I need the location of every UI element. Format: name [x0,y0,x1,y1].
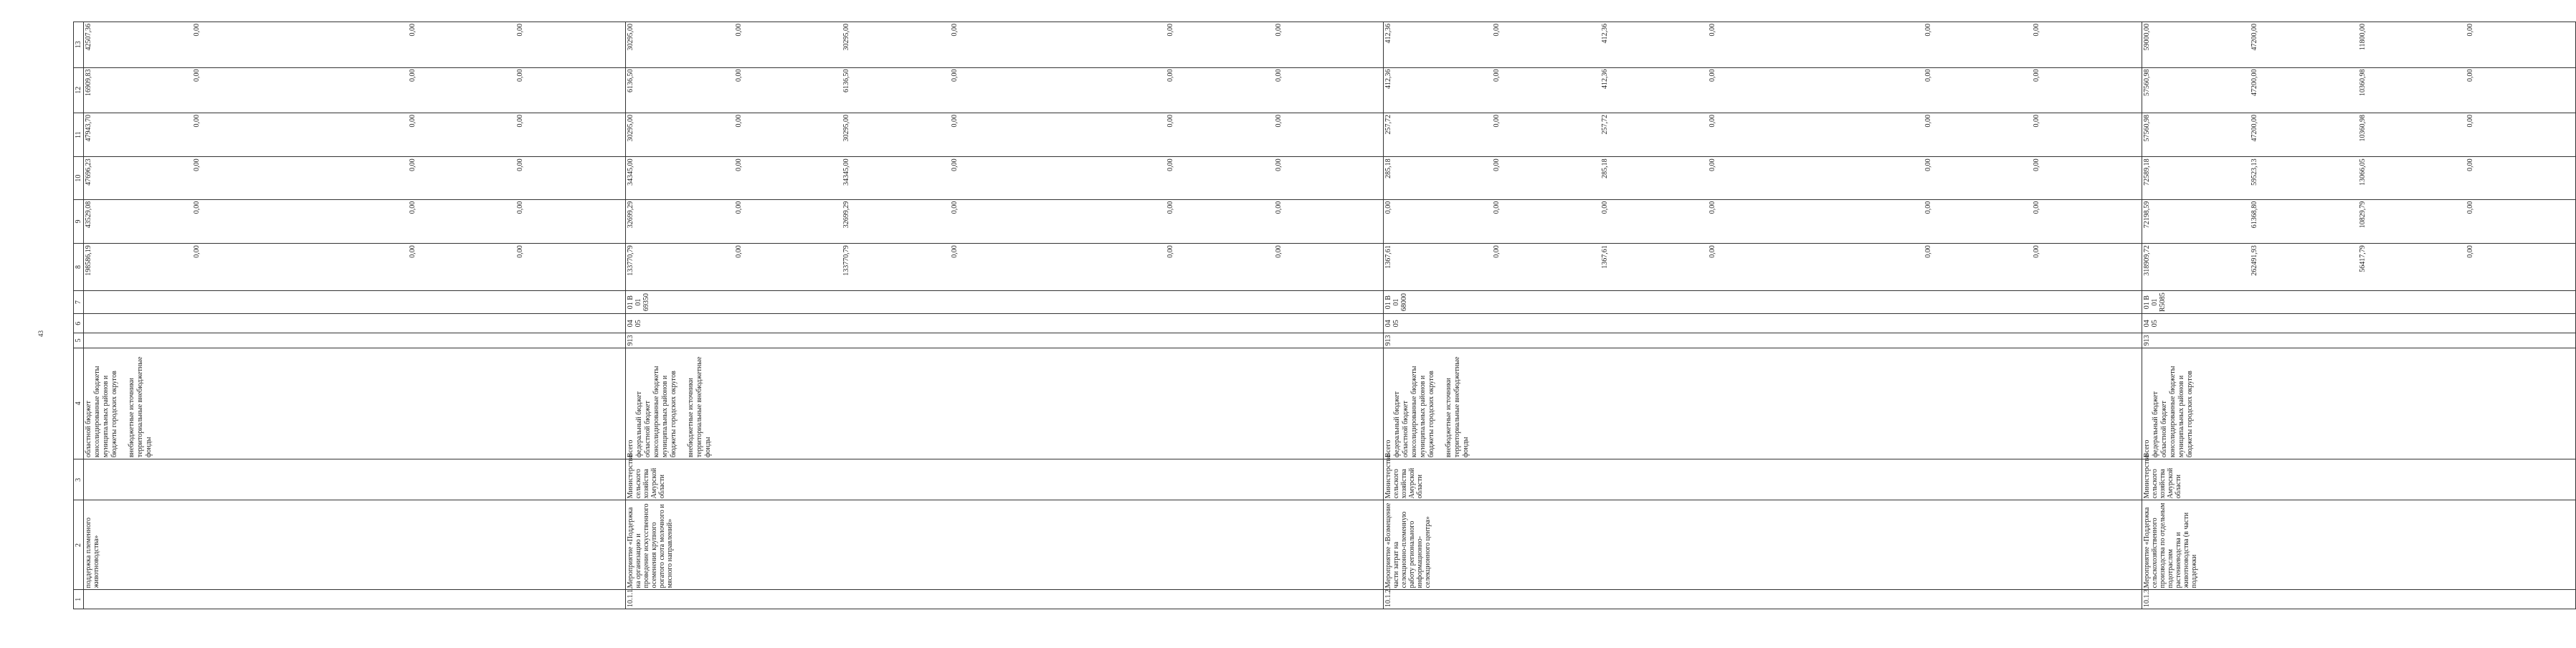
amount-value: 0,00 [192,115,201,128]
spacer [1058,115,1166,155]
funding-source: Всего [627,439,635,458]
grbs-code [84,333,626,348]
funding-source: областной бюджет [2159,401,2168,458]
amount-value: 0,00 [1274,69,1283,82]
amount-value: 0,00 [408,201,417,214]
csr-code: 01 В 01 68000 [1384,290,2142,314]
amount-value: 0,00 [2032,69,2040,82]
amount-value: 0,00 [1708,69,1717,82]
amount-value: 72589,18 [2142,158,2151,186]
spacer [300,70,409,111]
amount-value: 0,00 [1492,24,1501,37]
amount-value: 0,00 [2466,201,2475,214]
amount-value: 0,00 [1492,245,1501,258]
amount-cell-v10 [2142,157,2575,199]
amount-value: 59000,00 [2142,24,2151,51]
spacer [300,24,409,66]
amount-value: 0,00 [2032,158,2040,171]
amount-value: 1367,61 [1384,245,1393,269]
amount-value: 6136,50 [627,69,635,93]
amount-value: 0,00 [1166,24,1175,37]
amount-value: 0,00 [1600,201,1609,214]
amount-value: 11800,00 [2358,24,2367,51]
funding-source: областной бюджет [644,401,652,458]
amount-value: 47200,00 [2251,69,2259,97]
row-number: 10.1.2. [1384,590,2142,609]
amount-value: 0,00 [408,24,417,37]
amount-value: 0,00 [734,24,743,37]
amount-value: 0,00 [2032,115,2040,128]
spacer [1058,70,1166,111]
amount-value: 0,00 [1492,115,1501,128]
amount-value: 43529,08 [85,201,92,229]
row-number [84,590,626,609]
amount-value: 0,00 [950,158,959,171]
amount-cell-v13 [1384,22,2142,68]
amount-value: 0,00 [2466,245,2475,258]
amount-value: 0,00 [1274,158,1283,171]
csr-code [84,290,626,314]
amount-value: 0,00 [950,245,959,258]
amount-cell-v13 [626,22,1384,68]
header-cell: 13 [74,22,84,68]
funding-sources [84,348,626,459]
spacer [1817,201,1925,242]
rzpr-code: 04 05 [1384,314,2142,333]
amount-value: 0,00 [2032,201,2040,214]
amount-value: 412,36 [1384,69,1393,90]
csr-code: 01 В 01 69350 [626,290,1384,314]
amount-value: 47200,00 [2251,24,2259,51]
amount-cell-v13 [2142,22,2575,68]
amount-value: 30295,00 [842,24,851,51]
funding-source: федеральный бюджет [635,391,644,458]
amount-value: 47200,00 [2251,115,2259,142]
amount-cell-v9 [1384,199,2142,243]
table-row [84,22,626,609]
amount-value: 198586,19 [85,245,92,276]
amount-value: 133770,79 [842,245,851,276]
amount-value: 0,00 [1492,201,1501,214]
amount-value: 262491,93 [2251,245,2259,276]
amount-value: 0,00 [192,24,201,37]
amount-value: 0,00 [734,201,743,214]
amount-value: 0,00 [1274,24,1283,37]
amount-value: 1367,61 [1600,245,1609,269]
amount-value: 57560,98 [2142,115,2151,142]
amount-value: 412,36 [1600,24,1609,44]
amount-value: 0,00 [1924,24,1933,37]
amount-value: 57560,98 [2142,69,2151,97]
spacer [300,245,409,289]
amount-cell-v9 [84,199,626,243]
amount-value: 47943,70 [85,115,92,142]
amount-cell-v13 [84,22,626,68]
amount-value: 0,00 [734,69,743,82]
funding-sources [1384,348,2142,459]
budget-table [73,22,2576,609]
amount-value: 30295,00 [627,115,635,142]
amount-value: 412,36 [1384,24,1393,44]
grbs-code: 913 [2142,333,2575,348]
spacer [1817,245,1925,289]
spacer [1058,201,1166,242]
amount-value: 6136,50 [842,69,851,93]
measure-name: Мероприятие «Возмещение части затрат на селекционно-племенную работу регионального информационно-селекционного центра» [1384,500,2142,590]
amount-cell-v11 [2142,113,2575,157]
header-cell: 6 [74,314,84,333]
header-cell: 4 [74,348,84,459]
amount-value: 10360,98 [2358,69,2367,97]
header-cell: 11 [74,113,84,157]
amount-value: 0,00 [2466,115,2475,128]
amount-cell-v11 [84,113,626,157]
amount-value: 47696,23 [85,158,92,186]
page-number: 43 [37,330,44,337]
row-number: 10.1.1. [626,590,1384,609]
funding-sources [626,348,1384,459]
spacer [300,201,409,242]
amount-value: 0,00 [516,115,525,128]
funding-source: федеральный бюджет [2151,391,2159,458]
amount-value: 0,00 [734,245,743,258]
header-cell: 1 [74,590,84,609]
spacer [1058,24,1166,66]
spacer [119,350,128,458]
amount-value: 0,00 [950,201,959,214]
header-cell: 12 [74,67,84,113]
amount-value: 0,00 [1924,69,1933,82]
amount-cell-v8 [1384,244,2142,291]
amount-value: 0,00 [192,201,201,214]
rzpr-code [84,314,626,333]
amount-value: 0,00 [408,115,417,128]
funding-source: внебюджетные источники [128,378,136,458]
amount-value: 0,00 [1384,201,1393,214]
amount-value: 0,00 [1166,245,1175,258]
amount-value: 257,72 [1384,115,1393,135]
amount-value: 0,00 [734,115,743,128]
amount-value: 0,00 [1274,201,1283,214]
amount-value: 0,00 [2032,245,2040,258]
amount-value: 0,00 [1924,158,1933,171]
row-number: 10.1.3. [2142,590,2575,609]
funding-source: областной бюджет [1402,401,1410,458]
rzpr-code: 04 05 [626,314,1384,333]
spacer [300,115,409,155]
amount-value: 32699,29 [627,201,635,229]
amount-value: 318909,72 [2142,245,2151,276]
measure-name: Мероприятие «Поддержка сельскохозяйственного производства по отдельным подотраслям растениеводства и животноводства (в части поддержки [2142,500,2575,590]
funding-source: Всего [1384,439,1393,458]
amount-value: 0,00 [192,158,201,171]
amount-value: 0,00 [1708,24,1717,37]
amount-value: 16909,83 [85,69,92,97]
funding-source: Всего [2142,439,2151,458]
amount-value: 0,00 [1166,115,1175,128]
amount-cell-v10 [1384,157,2142,199]
grbs-code: 913 [1384,333,2142,348]
amount-value: 0,00 [1492,158,1501,171]
amount-value: 0,00 [950,24,959,37]
executor: Министерство сельского хозяйства Амурской области [626,459,1384,500]
funding-source: федеральный бюджет [1393,391,1402,458]
header-cell: 10 [74,157,84,199]
amount-value: 285,18 [1600,158,1609,178]
amount-cell-v12 [626,67,1384,113]
amount-value: 0,00 [516,201,525,214]
amount-value: 0,00 [2032,24,2040,37]
amount-value: 72198,59 [2142,201,2151,229]
amount-cell-v8 [2142,244,2575,291]
amount-value: 0,00 [192,69,201,82]
table-row [2142,22,2575,609]
amount-value: 0,00 [1492,69,1501,82]
spacer [1436,350,1445,458]
amount-cell-v11 [1384,113,2142,157]
amount-value: 133770,79 [627,245,635,276]
header-cell: 3 [74,459,84,500]
amount-value: 0,00 [1274,245,1283,258]
spacer [678,350,687,458]
amount-value: 0,00 [1166,201,1175,214]
header-row [74,22,84,609]
amount-value: 0,00 [516,245,525,258]
amount-value: 10829,79 [2358,201,2367,229]
amount-value: 285,18 [1384,158,1393,178]
amount-value: 0,00 [408,158,417,171]
spacer [1058,245,1166,289]
spacer [300,158,409,197]
amount-value: 0,00 [1274,115,1283,128]
amount-value: 42507,36 [85,24,92,51]
amount-cell-v11 [626,113,1384,157]
amount-cell-v10 [84,157,626,199]
header-cell: 2 [74,500,84,590]
amount-value: 0,00 [2466,158,2475,171]
amount-value: 0,00 [1166,69,1175,82]
amount-value: 0,00 [2466,24,2475,37]
amount-value: 0,00 [1924,115,1933,128]
amount-value: 56417,79 [2358,245,2367,272]
amount-value: 257,72 [1600,115,1609,135]
amount-cell-v9 [626,199,1384,243]
amount-value: 0,00 [2466,69,2475,82]
funding-source: областной бюджет [85,401,92,458]
executor [84,459,626,500]
amount-cell-v8 [84,244,626,291]
funding-source: территориальные внебюджетные фонды [136,356,153,458]
amount-value: 0,00 [1708,115,1717,128]
funding-source: внебюджетные источники [687,378,695,458]
rzpr-code: 04 05 [2142,314,2575,333]
funding-source: консолидированные бюджеты муниципальных районов и бюджеты городских округов [652,366,678,458]
header-cell: 8 [74,244,84,291]
amount-value: 0,00 [516,158,525,171]
measure-name: поддержка племенного животноводства» [84,500,626,590]
spacer [1817,158,1925,197]
amount-value: 61368,80 [2251,201,2259,229]
amount-value: 0,00 [950,115,959,128]
header-cell: 9 [74,199,84,243]
amount-cell-v8 [626,244,1384,291]
spacer [1817,70,1925,111]
rotated-page [73,22,2475,609]
amount-value: 0,00 [734,158,743,171]
amount-value: 412,36 [1600,69,1609,90]
header-cell: 7 [74,290,84,314]
amount-cell-v9 [2142,199,2575,243]
amount-cell-v12 [2142,67,2575,113]
amount-value: 59523,13 [2251,158,2259,186]
amount-value: 34345,00 [627,158,635,186]
amount-value: 0,00 [408,245,417,258]
amount-value: 0,00 [1708,201,1717,214]
amount-value: 0,00 [1708,245,1717,258]
amount-value: 13066,05 [2358,158,2367,186]
table-row [626,22,1384,609]
amount-value: 0,00 [1924,201,1933,214]
amount-cell-v12 [84,67,626,113]
amount-value: 0,00 [516,24,525,37]
amount-value: 0,00 [516,69,525,82]
amount-value: 30295,00 [842,115,851,142]
amount-value: 0,00 [1708,158,1717,171]
funding-source: консолидированные бюджеты муниципальных районов и бюджеты городских округов [93,366,118,458]
funding-source: территориальные внебюджетные фонды [695,356,713,458]
amount-value: 10360,98 [2358,115,2367,142]
csr-code: 01 В 01 R5085 [2142,290,2575,314]
grbs-code: 913 [626,333,1384,348]
header-cell: 5 [74,333,84,348]
funding-sources [2142,348,2575,459]
amount-value: 32699,29 [842,201,851,229]
amount-value: 30295,00 [627,24,635,51]
amount-value: 0,00 [1924,245,1933,258]
amount-cell-v10 [626,157,1384,199]
amount-value: 0,00 [1166,158,1175,171]
funding-source: консолидированные бюджеты муниципальных районов и бюджеты городских округов [1410,366,1436,458]
spacer [1817,115,1925,155]
funding-source: внебюджетные источники [1445,378,1453,458]
executor: Министерство сельского хозяйства Амурской области [2142,459,2575,500]
spacer [1817,24,1925,66]
amount-value: 0,00 [950,69,959,82]
amount-value: 34345,00 [842,158,851,186]
funding-source: территориальные внебюджетные фонды [1453,356,1470,458]
amount-cell-v12 [1384,67,2142,113]
spacer [1058,158,1166,197]
table-row [1384,22,2142,609]
funding-source: консолидированные бюджеты муниципальных районов и бюджеты городских округов [2168,366,2194,458]
measure-name: Мероприятие «Поддержка на организацию и проведение искусственного осеменения крупного рогатого скота молочного и мясного направлений» [626,500,1384,590]
amount-value: 0,00 [408,69,417,82]
executor: Министерство сельского хозяйства Амурской области [1384,459,2142,500]
amount-value: 0,00 [192,245,201,258]
